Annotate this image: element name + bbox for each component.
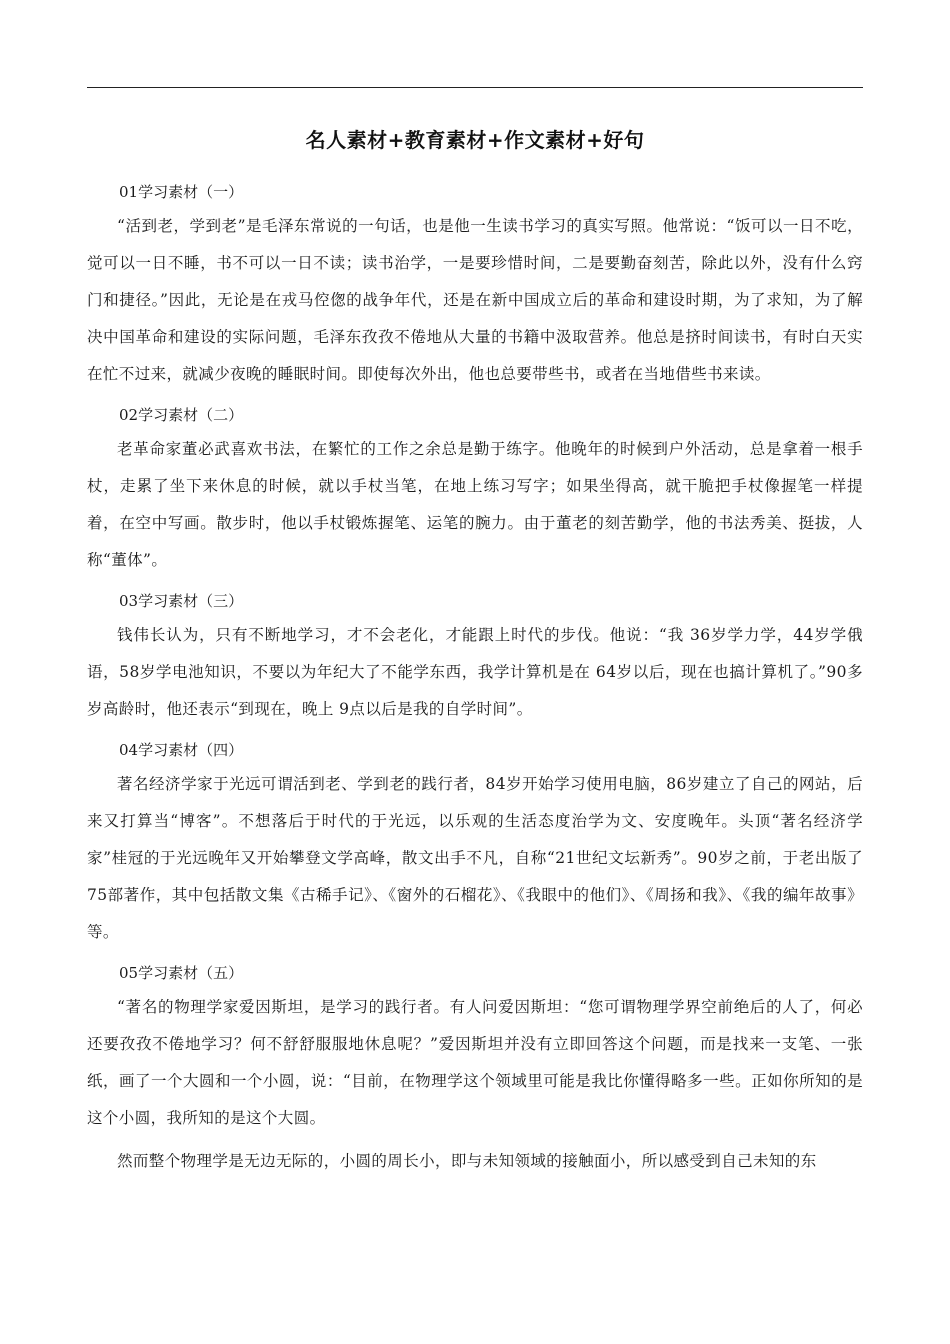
- paragraph: 钱伟长认为，只有不断地学习，才不会老化，才能跟上时代的步伐。他说：“我 36岁学力学，44岁学俄语，58岁学电池知识，不要以为年纪大了不能学东西，我学计算机是在 64岁以后，现在也搞计算机了。”90多岁高龄时，他还表示“到现在，晚上 9点以后是我的自学时间”。: [87, 626, 863, 718]
- document-title: 名人素材+教育素材+作文素材+好句: [305, 128, 645, 152]
- section-heading: 01学习素材（一）: [119, 183, 244, 201]
- section-2: [87, 399, 863, 579]
- section-heading: 05学习素材（五）: [119, 964, 244, 982]
- paragraph: 著名经济学家于光远可谓活到老、学到老的践行者，84岁开始学习使用电脑，86岁建立了自己的网站，后来又打算当“博客”。不想落后于时代的于光远，以乐观的生活态度治学为文、安度晚年。头顶“著名经济学家”桂冠的于光远晚年又开始攀登文学高峰，散文出手不凡，自称“21世纪文坛新秀”。90岁之前，于老出版了 75部著作，其中包括散文集《古稀手记》、《窗外的石榴花》、《我眼中的他们》、《周扬和我》、《我的编年故事》等。: [87, 775, 863, 941]
- section-4: [87, 734, 863, 951]
- paragraph: 老革命家董必武喜欢书法，在繁忙的工作之余总是勤于练字。他晚年的时候到户外活动，总是拿着一根手杖，走累了坐下来休息的时候，就以手杖当笔，在地上练习写字；如果坐得高，就干脆把手杖像握笔一样提着，在空中写画。散步时，他以手杖锻炼握笔、运笔的腕力。由于董老的刻苦勤学，他的书法秀美、挺拔，人称“董体”。: [87, 440, 863, 569]
- document-body: [87, 176, 863, 1186]
- section-1: [87, 176, 863, 393]
- paragraph: 然而整个物理学是无边无际的，小圆的周长小，即与未知领域的接触面小，所以感受到自己未知的东: [117, 1152, 817, 1170]
- section-5: [87, 957, 863, 1180]
- paragraph: “著名的物理学家爱因斯坦，是学习的践行者。有人问爱因斯坦：“您可谓物理学界空前绝后的人了，何必还要孜孜不倦地学习？何不舒舒服服地休息呢？”爱因斯坦并没有立即回答这个问题，而是找来一支笔、一张纸，画了一个大圆和一个小圆，说：“目前，在物理学这个领域里可能是我比你懂得略多一些。正如你所知的是这个小圆，我所知的是这个大圆。: [87, 998, 863, 1127]
- section-heading: 04学习素材（四）: [119, 741, 244, 759]
- header-rule: [87, 87, 863, 88]
- section-heading: 02学习素材（二）: [119, 406, 244, 424]
- section-heading: 03学习素材（三）: [119, 592, 244, 610]
- section-3: [87, 585, 863, 728]
- paragraph: “活到老，学到老”是毛泽东常说的一句话，也是他一生读书学习的真实写照。他常说：“饭可以一日不吃，觉可以一日不睡，书不可以一日不读；读书治学，一是要珍惜时间，二是要勤奋刻苦，除此以外，没有什么窍门和捷径。”因此，无论是在戎马倥偬的战争年代，还是在新中国成立后的革命和建设时期，为了求知，为了解决中国革命和建设的实际问题，毛泽东孜孜不倦地从大量的书籍中汲取营养。他总是挤时间读书，有时白天实在忙不过来，就减少夜晚的睡眠时间。即使每次外出，他也总要带些书，或者在当地借些书来读。: [87, 217, 863, 383]
